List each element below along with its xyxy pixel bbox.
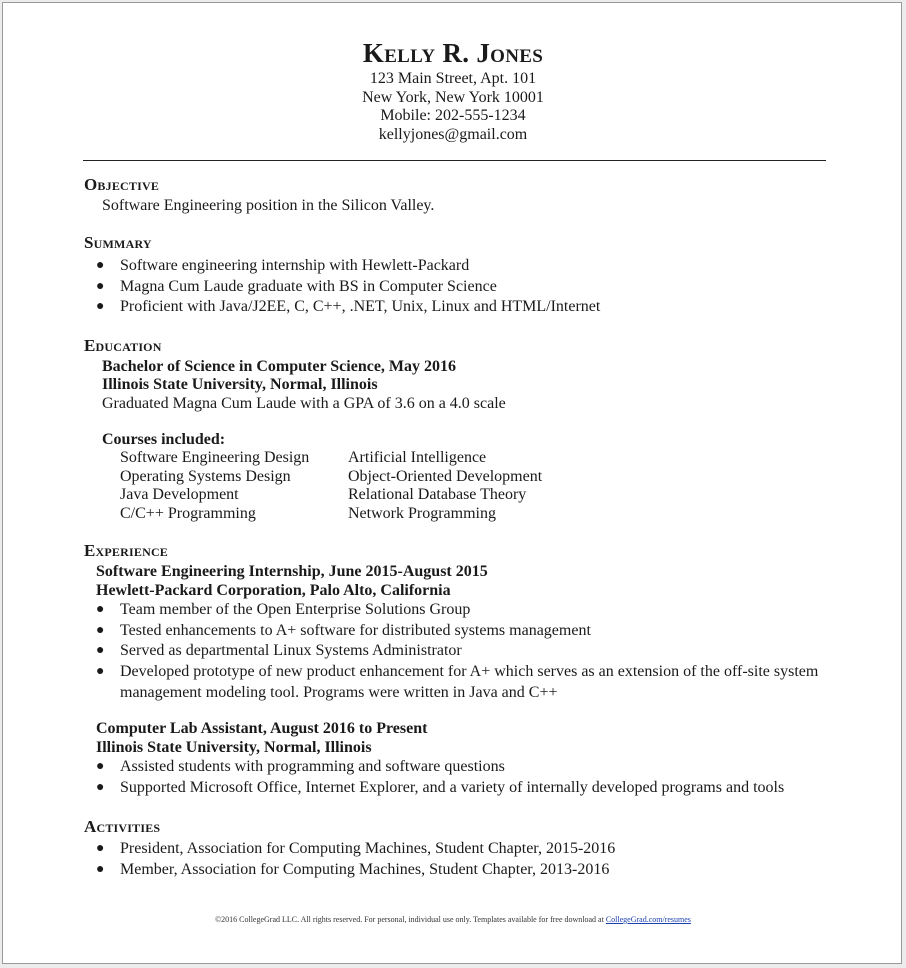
courses-right-column bbox=[348, 449, 542, 523]
bullet-icon: ● bbox=[96, 299, 105, 315]
summary-heading: Summary bbox=[84, 233, 152, 252]
resume-header bbox=[3, 37, 903, 144]
list-item: ● Member, Association for Computing Machines, Student Chapter, 2013-2016 bbox=[96, 860, 615, 881]
header-divider bbox=[83, 160, 826, 161]
bullet-icon: ● bbox=[96, 861, 105, 877]
course-item: C/C++ Programming bbox=[120, 504, 256, 522]
degree-title: Bachelor of Science in Computer Science, May 2016 bbox=[102, 358, 457, 375]
email-address: kellyjones@gmail.com bbox=[378, 125, 528, 143]
list-item: ● Developed prototype of new product enhancement for A+ which serves as an extension of the off-site system management modeling tool. Programs were written in Java and C++ bbox=[96, 663, 819, 701]
job-duties-list bbox=[96, 757, 826, 798]
list-item: ● Team member of the Open Enterprise Solutions Group bbox=[96, 600, 826, 621]
course-item: Object-Oriented Development bbox=[348, 467, 543, 485]
bullet-icon: ● bbox=[96, 258, 105, 273]
bullet-icon: ● bbox=[96, 779, 105, 795]
summary-list bbox=[96, 256, 600, 318]
course-item: Software Engineering Design bbox=[120, 449, 310, 466]
list-item: ● Supported Microsoft Office, Internet Explorer, and a variety of internally developed programs and tools bbox=[96, 778, 826, 799]
course-item: Artificial Intelligence bbox=[348, 449, 487, 466]
bullet-icon: ● bbox=[96, 643, 105, 659]
bullet-icon: ● bbox=[96, 841, 105, 856]
job-title: Computer Lab Assistant, August 2016 to Present bbox=[96, 720, 428, 737]
phone-number: Mobile: 202-555-1234 bbox=[380, 107, 526, 124]
course-item: Java Development bbox=[120, 486, 239, 503]
education-note: Graduated Magna Cum Laude with a GPA of 3.6 on a 4.0 scale bbox=[102, 395, 506, 412]
school-name: Illinois State University, Normal, Illinois bbox=[102, 376, 378, 393]
list-item: ● Proficient with Java/J2EE, C, C++, .NET, Unix, Linux and HTML/Internet bbox=[96, 297, 600, 318]
job-duties-list bbox=[96, 600, 826, 704]
experience-heading: Experience bbox=[84, 541, 169, 560]
footer-text: ©2016 CollegeGrad LLC. All rights reserved. For personal, individual use only. Templates available for free download at bbox=[215, 915, 606, 924]
footer-link[interactable]: CollegeGrad.com/resumes bbox=[605, 915, 691, 924]
bullet-icon: ● bbox=[96, 602, 105, 617]
bullet-icon: ● bbox=[96, 278, 105, 294]
bullet-icon: ● bbox=[96, 759, 105, 774]
list-item: ● Magna Cum Laude graduate with BS in Computer Science bbox=[96, 277, 600, 298]
list-item: ● Served as departmental Linux Systems Administrator bbox=[96, 641, 826, 662]
address-line-2: New York, New York 10001 bbox=[362, 88, 544, 106]
education-heading: Education bbox=[84, 336, 162, 355]
resume-page bbox=[2, 2, 902, 964]
bullet-icon: ● bbox=[96, 622, 105, 638]
list-item: ● Assisted students with programming and software questions bbox=[96, 757, 826, 778]
objective-text: Software Engineering position in the Silicon Valley. bbox=[102, 197, 435, 214]
list-item: ● President, Association for Computing Machines, Student Chapter, 2015-2016 bbox=[96, 839, 615, 860]
objective-heading: Objective bbox=[84, 175, 160, 194]
course-item: Relational Database Theory bbox=[348, 486, 527, 503]
bullet-icon: ● bbox=[96, 664, 105, 680]
job-organization: Illinois State University, Normal, Illinois bbox=[96, 739, 372, 756]
course-item: Operating Systems Design bbox=[120, 467, 291, 485]
activities-heading: Activities bbox=[84, 817, 161, 836]
list-item: ● Software engineering internship with Hewlett-Packard bbox=[96, 256, 600, 277]
courses-label: Courses included: bbox=[102, 431, 226, 448]
job-organization: Hewlett-Packard Corporation, Palo Alto, California bbox=[96, 582, 451, 599]
address-line-1: 123 Main Street, Apt. 101 bbox=[369, 70, 537, 87]
copyright-footer bbox=[3, 915, 903, 924]
list-item: ● Tested enhancements to A+ software for distributed systems management bbox=[96, 621, 826, 642]
courses-left-column bbox=[120, 449, 309, 523]
job-title: Software Engineering Internship, June 2015-August 2015 bbox=[96, 563, 488, 580]
activities-list bbox=[96, 839, 615, 880]
candidate-name: Kelly R. Jones bbox=[362, 38, 544, 68]
course-item: Network Programming bbox=[348, 504, 496, 522]
